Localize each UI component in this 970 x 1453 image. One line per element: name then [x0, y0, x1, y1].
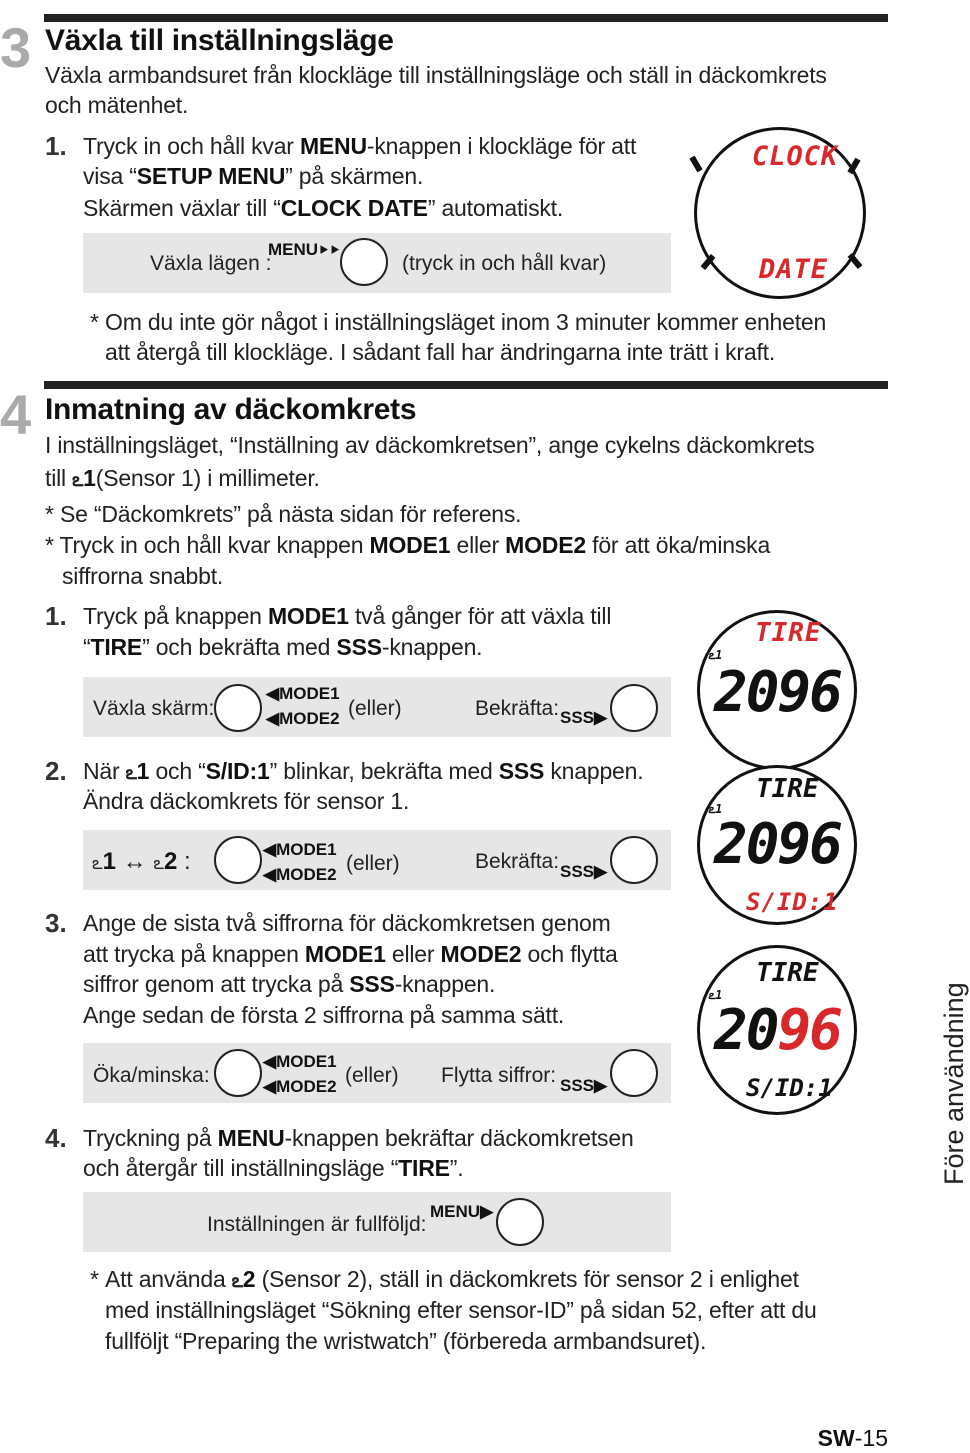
step-text: Tryck på knappen MODE1 två gånger för att växla till — [83, 603, 612, 629]
chapter-tab — [905, 980, 969, 1190]
box-label: Inställningen är fullföljd: — [207, 1213, 427, 1236]
watch-sensor: ఽ1 — [708, 988, 723, 1002]
mode2-label: ◀MODE2 — [263, 1077, 337, 1096]
step-text: Ange de sista två siffrorna för däckomkretsen genom — [83, 910, 611, 936]
footnote-star: * — [90, 1266, 99, 1292]
sensor-icon: ఽ — [72, 470, 84, 491]
footnote-text: med inställningsläget “Sökning efter sensor-ID” på sidan 52, efter att du — [105, 1297, 817, 1323]
sss-label: SSS▶ — [560, 708, 608, 727]
step-number: 4. — [45, 1123, 67, 1153]
intro-text: Växla armbandsuret från klockläge till inställningsläge och ställ in däckomkrets — [45, 62, 827, 88]
step-text: visa “SETUP MENU” på skärmen. — [83, 163, 424, 189]
watch-title: TIRE — [756, 958, 819, 988]
step-number: 2. — [45, 756, 67, 786]
sensor-icon: ఽ — [125, 763, 137, 784]
mode-button-icon — [214, 836, 262, 884]
watch-title: TIRE — [755, 618, 822, 648]
section-rule — [44, 14, 888, 22]
step-text: Ange sedan de första 2 siffrorna på samma sätt. — [83, 1002, 565, 1028]
intro-text: till ఽ1(Sensor 1) i millimeter. — [45, 465, 320, 491]
step-number: 1. — [45, 131, 67, 161]
watch-value: 2096 — [714, 660, 841, 725]
step-text: Ändra däckomkrets för sensor 1. — [83, 788, 410, 814]
mode-button-icon — [214, 1049, 262, 1097]
chapter-tab-label: Före användning — [939, 982, 969, 1185]
footnote-star: * — [90, 309, 99, 335]
step-number: 3. — [45, 908, 67, 938]
confirm-label: Bekräfta: — [475, 697, 560, 720]
mode1-label: ◀MODE1 — [263, 1052, 337, 1071]
sss-button-icon — [610, 1049, 658, 1097]
sss-label: SSS▶ — [560, 862, 608, 881]
section-title: Inmatning av däckomkrets — [45, 393, 417, 426]
watch-value: 2096 — [714, 998, 841, 1063]
note-text: * Se “Däckomkrets” på nästa sidan för referens. — [45, 501, 522, 527]
watch-sensor: ఽ1 — [708, 802, 723, 816]
sensor-icon: ఽ — [92, 853, 103, 873]
section-title: Växla till inställningsläge — [45, 24, 394, 57]
menu-button-icon — [496, 1198, 544, 1246]
watch-value: 2096 — [714, 812, 841, 877]
watch-sensor: ఽ1 — [708, 648, 723, 662]
mode1-label: ◀MODE1 — [263, 840, 337, 859]
sensor-icon: ఽ — [231, 1271, 243, 1292]
mode2-label: ◀MODE2 — [263, 865, 337, 884]
or-text: (eller) — [348, 697, 402, 720]
sss-button-icon — [610, 836, 658, 884]
step-text: och återgår till inställningsläge “TIRE”. — [83, 1155, 464, 1181]
watch-tick — [847, 158, 860, 175]
step-text: Tryck in och håll kvar MENU-knappen i klockläge för att — [83, 133, 637, 159]
note-text: * Tryck in och håll kvar knappen MODE1 eller MODE2 för att öka/minska — [45, 532, 771, 558]
sensor-icon: ఽ — [153, 853, 164, 873]
box-label: Växla lägen : — [150, 252, 272, 275]
confirm-label: Bekräfta: — [475, 850, 560, 873]
watch-id: S/ID:1 — [746, 888, 839, 916]
step-text: Skärmen växlar till “CLOCK DATE” automatiskt. — [83, 195, 564, 221]
box-note: (tryck in och håll kvar) — [402, 252, 607, 275]
menu-button-label: MENU⯈⯈ — [268, 240, 341, 259]
mode-button-icon — [214, 684, 262, 732]
watch-text-top: CLOCK — [752, 141, 839, 172]
menu-label: MENU▶ — [430, 1202, 494, 1221]
footnote-text: fullföljt “Preparing the wristwatch” (förbereda armbandsuret). — [105, 1328, 707, 1354]
section-rule — [44, 381, 888, 389]
step-text: siffror genom att trycka på SSS-knappen. — [83, 971, 496, 997]
or-text: (eller) — [346, 852, 400, 875]
intro-text: och mätenhet. — [45, 92, 189, 118]
section-number: 4 — [0, 383, 32, 446]
or-text: (eller) — [345, 1064, 399, 1087]
sss-label: SSS▶ — [560, 1076, 608, 1095]
footnote-text: Att använda ఽ2 (Sensor 2), ställ in däckomkrets för sensor 2 i enlighet — [105, 1266, 799, 1292]
menu-button-icon — [340, 238, 388, 286]
note-text: siffrorna snabbt. — [62, 563, 224, 589]
watch-tick — [689, 156, 702, 173]
footnote-text: att återgå till klockläge. I sådant fall har ändringarna inte trätt i kraft. — [105, 339, 776, 365]
step-text: “TIRE” och bekräfta med SSS-knappen. — [83, 634, 483, 660]
step-number: 1. — [45, 601, 67, 631]
mode1-label: ◀MODE1 — [266, 684, 340, 703]
footnote-text: Om du inte gör något i inställningsläget inom 3 minuter kommer enheten — [105, 309, 827, 335]
box-label: Växla skärm: — [93, 697, 215, 720]
section-number: 3 — [0, 16, 32, 79]
box-label: Öka/minska: — [93, 1064, 210, 1087]
intro-text: I inställningsläget, “Inställning av däckomkretsen”, ange cykelns däckomkrets — [45, 432, 815, 458]
watch-title: TIRE — [756, 774, 819, 804]
watch-text-bottom: DATE — [759, 254, 829, 285]
sss-button-icon — [610, 684, 658, 732]
step-text: När ఽ1 och “S/ID:1” blinkar, bekräfta med SSS knappen. — [83, 758, 644, 784]
sensor-swap-label: ఽ1 ↔ ఽ2 : — [92, 848, 191, 875]
page-number: SW-15 — [817, 1425, 888, 1451]
mode2-label: ◀MODE2 — [266, 709, 340, 728]
step-text: att trycka på knappen MODE1 eller MODE2 och flytta — [83, 941, 618, 967]
watch-id: S/ID:1 — [746, 1074, 833, 1102]
move-label: Flytta siffror: — [441, 1064, 557, 1087]
step-text: Tryckning på MENU-knappen bekräftar däckomkretsen — [83, 1125, 634, 1151]
